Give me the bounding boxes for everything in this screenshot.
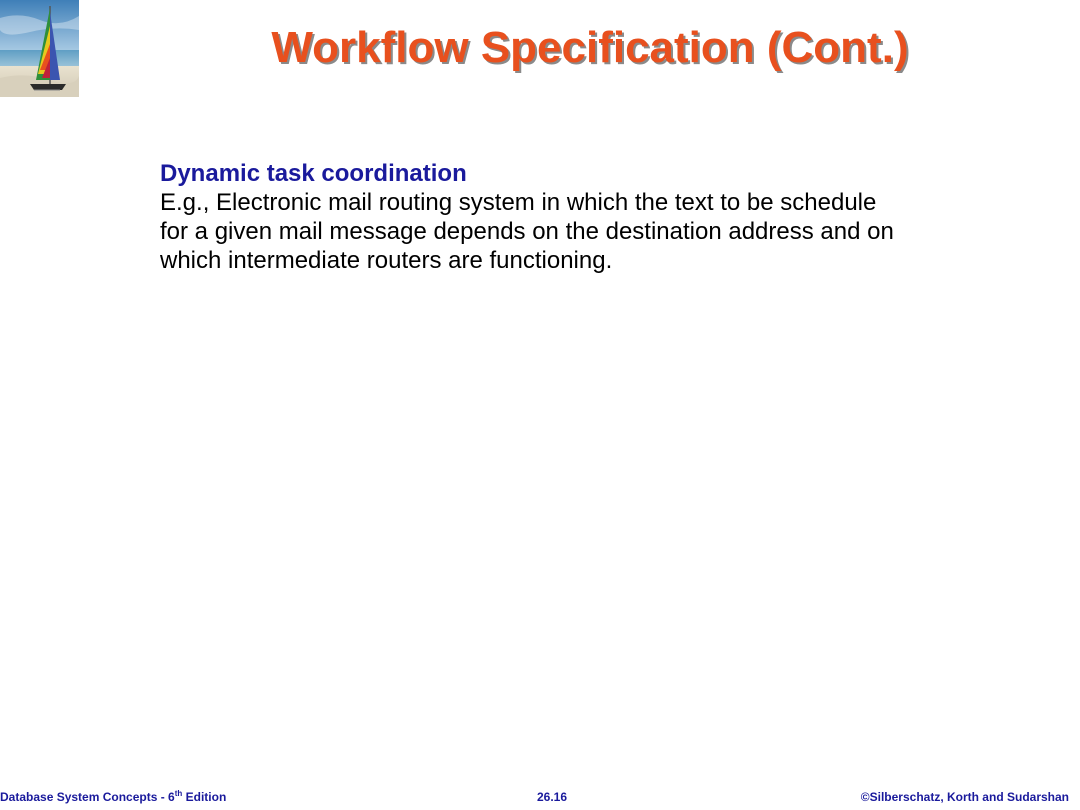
footer-book-prefix: Database System Concepts - 6 (0, 790, 175, 804)
page-title: Workflow Specification (Cont.) (271, 23, 909, 72)
slide-footer (0, 788, 1080, 806)
footer-book-title (0, 788, 226, 806)
footer-page-number: 26.16 (537, 790, 568, 804)
slide-content (160, 160, 1040, 275)
footer-book-suffix: Edition (182, 790, 227, 804)
footer-copyright: ©Silberschatz, Korth and Sudarshan (860, 790, 1069, 804)
sailboat-beach-icon (0, 0, 79, 97)
body-line: which intermediate routers are functioning. (160, 247, 613, 274)
body-line: E.g., Electronic mail routing system in which the text to be schedule (160, 189, 877, 216)
body-line: for a given mail message depends on the destination address and on (160, 218, 894, 245)
section-heading: Dynamic task coordination (160, 160, 467, 187)
section-body (160, 188, 1040, 275)
footer-edition-superscript: th (174, 789, 183, 798)
